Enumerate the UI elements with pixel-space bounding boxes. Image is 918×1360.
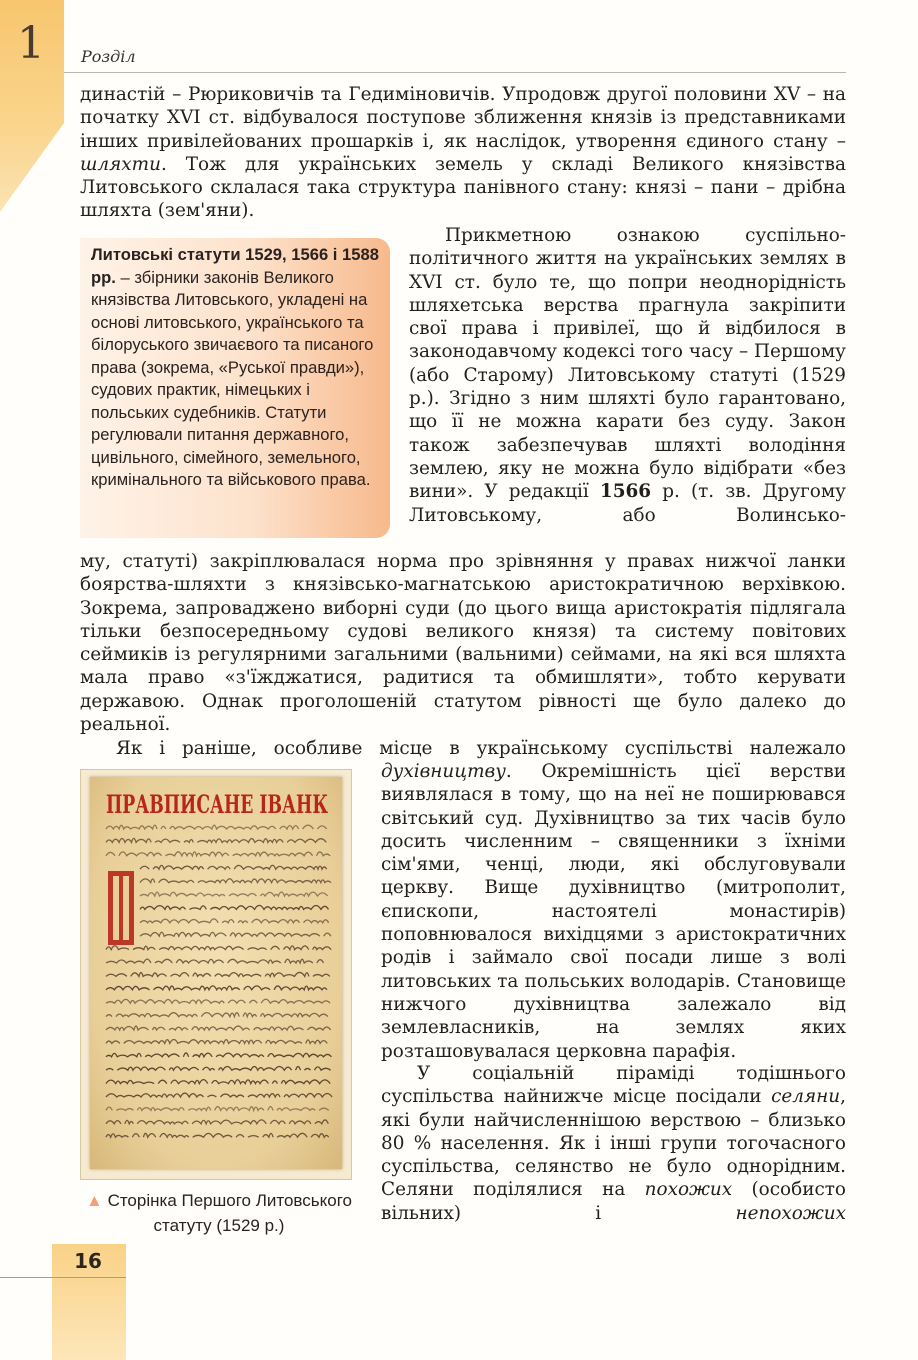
paragraph-clergy [381, 760, 846, 1063]
handwriting-line [106, 1093, 332, 1097]
paragraph-statute-full: му, статуті) закріплювалася норма про зрівняння у правах нижчої ланки боярства-шляхти з князівсько-магнатською аристократичною верхівкою. Зокрема, запроваджено виборні суди (до цього вища аристократія підлягала тільки безпосередньому судові великого князя) та систему повітових сеймиків із регулярними загальними (вальними) сеймами, на які вся шляхта мала право «з'їжджатися, радитися та обмишляти», тобто керувати державою. Однак проголошеній статутом рівності ще було далеко до реальної. [80, 551, 846, 736]
handwriting-line [106, 1053, 331, 1057]
paragraph-statute-side [409, 224, 846, 527]
handwriting-line [106, 986, 327, 990]
manuscript-illustration [90, 777, 342, 1169]
footer-divider [0, 1277, 126, 1278]
paragraph-nobility [80, 83, 846, 223]
handwriting-line [106, 1080, 330, 1084]
term-shlyakhta: шляхти [80, 153, 161, 175]
handwriting-line [106, 825, 327, 829]
term-peasants: селяни [771, 1086, 841, 1108]
paragraph-text: . Окремішність цієї верстви виявлялася в тому, що на неї не поширювався світський суд. Духівництво за тих часів було досить численним – священники з їхніми сім'ями, ченці, люди, які обслуговували церкву. Вище духівництво (митрополит, єпископи, настоятелі монастирів) поповнювалося вихідцями з аристократичних родів і займало свої посади лише з волі литовських та польських володарів. Становище нижчого духівництва залежало від землевласників, на землях яких розташовувалася церковна парафія. [381, 761, 846, 1062]
handwriting-line [106, 1067, 335, 1071]
paragraph-text: Прикметною ознакою суспільно-політичного життя на українських землях в XVI ст. було те, що попри неоднорідність шляхетська верства прагнула закріпити свої права і привілеї, що й відбилося в законодавчому кодексі того часу – Першому (або Старому) Литовському статуті (1529 р.). Згідно з ним шляхті було гарантовано, що її не можна карати без суду. Закон також забезпечував шляхті володіння землею, яку не можна було відібрати «без вини». У редакції [409, 225, 846, 503]
term-pokhozhi: похожих [644, 1179, 733, 1201]
handwriting-line [140, 919, 329, 923]
paragraph-text: , які були найчисленнішою верствою – близько 80 % населення. Як і інші групи тогочасного суспільства, селянство не було однорідним. Селяни поділялися на [381, 1086, 846, 1201]
caption-text: Сторінка Першого Литовського статуту (1529 р.) [107, 1191, 352, 1235]
header-divider [64, 72, 846, 73]
manuscript-heading: ПРАВПИСАНЕ ІВАНК [106, 790, 329, 819]
paragraph-peasants [381, 1062, 846, 1225]
handwriting-line [106, 1133, 329, 1137]
paragraph-text: . Тож для українських земель у складі Великого князівства Литовського склалася така структура панівного стану: князі – пани – дрібна шляхта (зем'яни). [80, 153, 846, 222]
paragraph-text: р. (т. зв. Другому Литовському, або Волинсько- [409, 481, 846, 526]
section-label: Розділ [81, 47, 136, 66]
handwriting-line [106, 946, 331, 950]
handwriting-line [106, 959, 328, 963]
handwriting-line [106, 972, 334, 976]
definition-body: – збірники законів Великого князівства Литовського, укладені на основі литовського, українського та білоруського звичаєвого та писаного права (зокрема, «Руської правди»), судових практик, німецьких і польських судебників. Статути регулювали питання державного, цивільного, сімейного, земельного, кримінального та військового права. [91, 267, 374, 489]
handwriting-line [106, 1040, 327, 1044]
manuscript-page [90, 777, 342, 1169]
handwriting-line [140, 892, 328, 896]
paragraph-text: династій – Рюриковичів та Гедиміновичів. Упродовж другої половини XV – на початку XVI ст. відбувалося поступове зближення князів із представниками інших привілейованих прошарків і, як наслідок, утворення єдиного стану – [80, 84, 846, 152]
paragraph-text: (особисто вільних) і [381, 1179, 846, 1224]
year-1566: 1566 [599, 481, 652, 503]
handwriting-line [106, 999, 334, 1003]
page-number: 16 [74, 1249, 102, 1273]
figure-caption [78, 1188, 360, 1238]
initial-letter-detail [113, 876, 119, 940]
paragraph-text: У соціальній піраміді тодішнього суспільства найнижче місце посідали [381, 1063, 846, 1108]
chapter-number: 1 [17, 18, 45, 69]
term-clergy: духівництву [381, 761, 506, 782]
manuscript-image [80, 769, 352, 1180]
handwriting-line [140, 932, 331, 936]
definition-term: Литовські статути 1529, 1566 і 1588 рр. [91, 245, 379, 287]
handwriting-line [106, 1026, 331, 1030]
definition-text [91, 244, 382, 492]
handwriting-line [140, 865, 327, 869]
caption-triangle-icon: ▲ [86, 1191, 103, 1210]
handwriting-line [140, 905, 328, 909]
definition-box [80, 238, 390, 538]
handwriting-line [106, 1013, 332, 1017]
handwriting-line [140, 879, 331, 883]
handwriting-line [106, 1120, 328, 1124]
paragraph-clergy-intro: Як і раніше, особливе місце в українському суспільстві належало [116, 738, 846, 759]
initial-letter [108, 871, 134, 945]
handwriting-line [106, 1107, 329, 1111]
handwriting-lines [106, 825, 335, 1137]
initial-letter-detail [123, 876, 129, 940]
handwriting-line [106, 852, 330, 856]
handwriting-line [106, 838, 326, 842]
term-nepokhozhi: непохожих [735, 1202, 846, 1224]
